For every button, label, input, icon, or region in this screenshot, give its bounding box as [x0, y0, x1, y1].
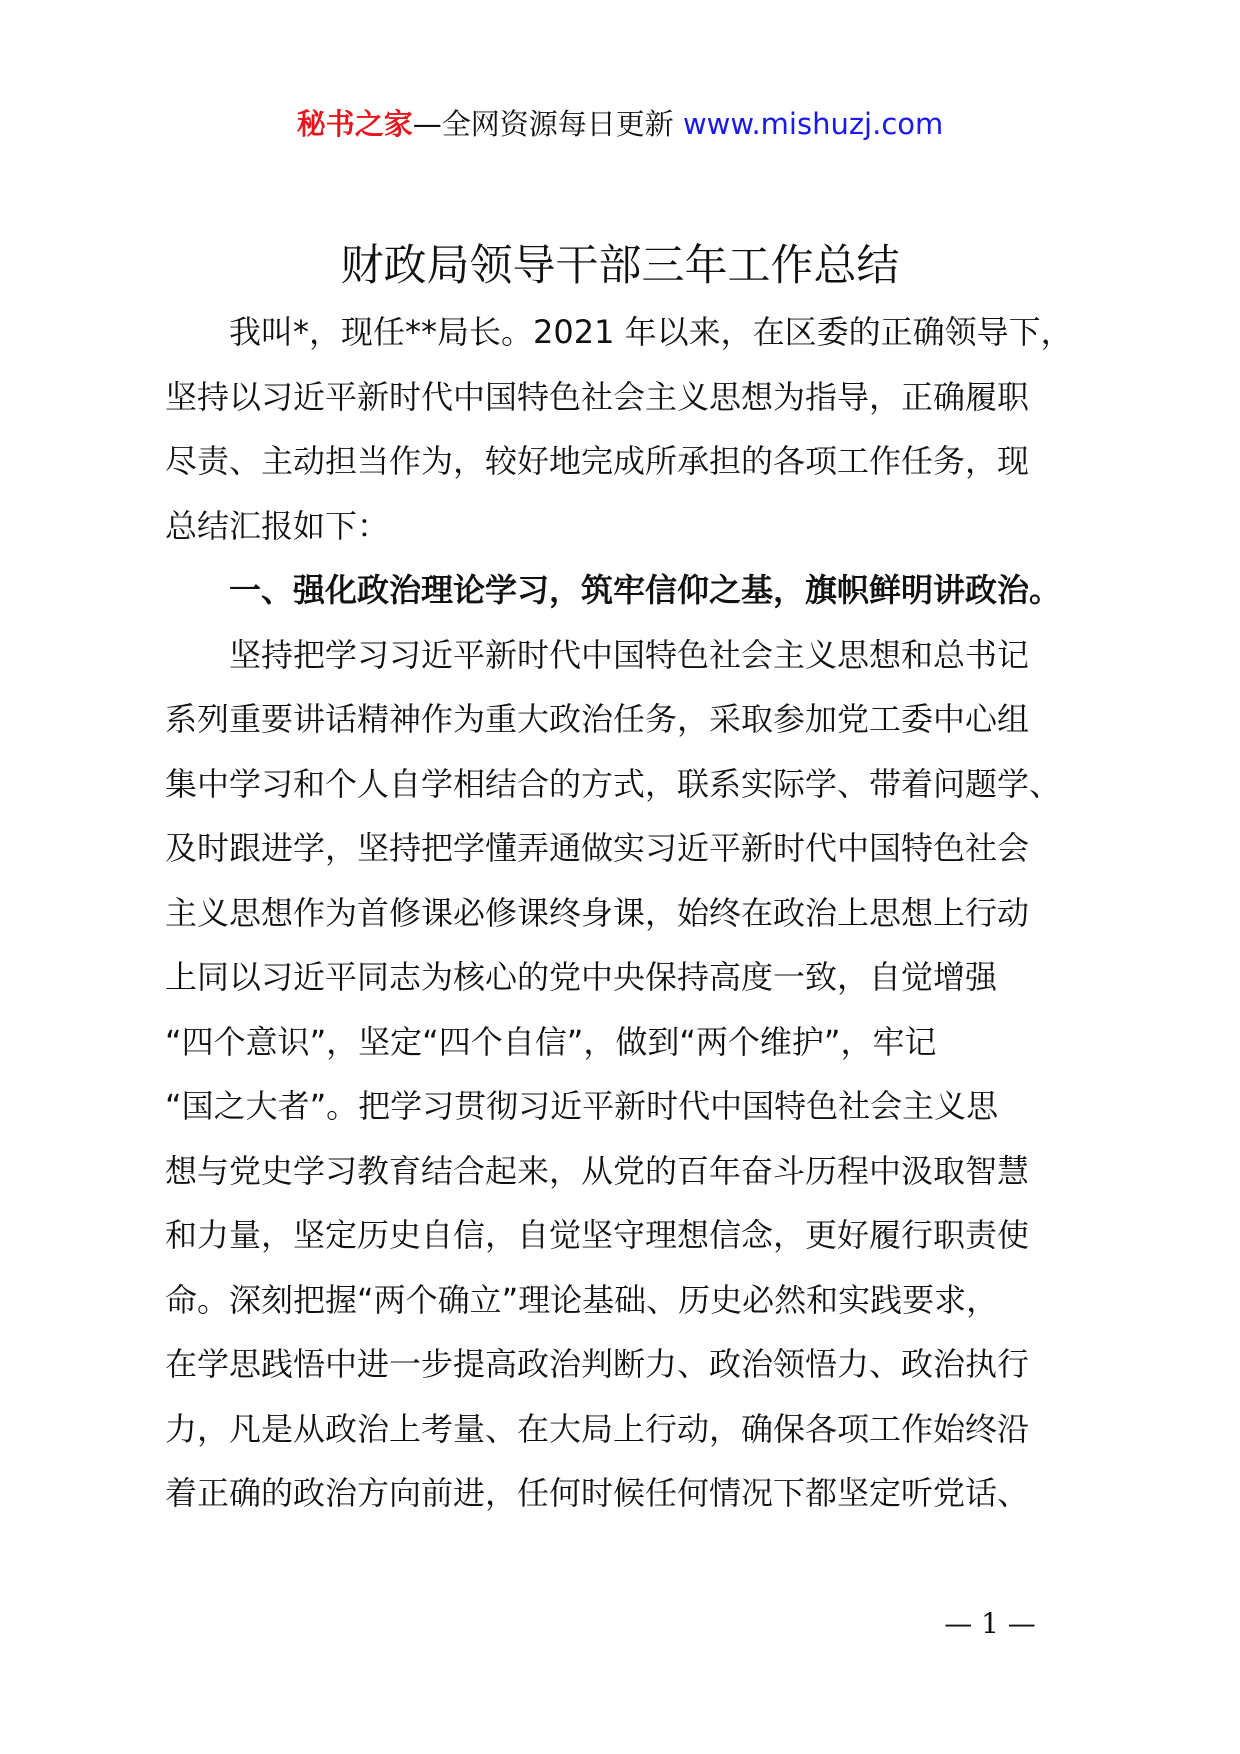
- paragraph-line: 坚持以习近平新时代中国特色社会主义思想为指导，正确履职: [165, 377, 1030, 416]
- brand-name: 秘书之家: [296, 107, 413, 141]
- paragraph-line: 命。深刻把握“两个确立”理论基础、历史必然和实践要求，: [165, 1280, 999, 1319]
- paragraph-line: 系列重要讲话精神作为重大政治任务，采取参加党工委中心组: [165, 700, 1030, 738]
- paragraph-line: 着正确的政治方向前进，任何时候任何情况下都坚定听党话、: [165, 1474, 1030, 1512]
- paragraph-line: 和力量，坚定历史自信，自觉坚守理想信念，更好履行职责使: [165, 1216, 1030, 1254]
- paragraph-line: 我叫*，现任**局长。2021 年以来，在区委的正确领导下，: [229, 313, 1073, 351]
- paragraph-line: 集中学习和个人自学相结合的方式，联系实际学、带着问题学、: [165, 764, 1062, 803]
- paragraph-line: “国之大者”。把学习贯彻习近平新时代中国特色社会主义思: [165, 1087, 999, 1125]
- paragraph-line: 力，凡是从政治上考量、在大局上行动，确保各项工作始终沿: [165, 1409, 1030, 1448]
- site-url-link[interactable]: www.mishuzj.com: [682, 107, 944, 141]
- paragraph-line: 在学思践悟中进一步提高政治判断力、政治领悟力、政治执行: [165, 1345, 1030, 1383]
- header-tagline: —全网资源每日更新: [412, 107, 683, 141]
- paragraph-line: 想与党史学习教育结合起来，从党的百年奋斗历程中汲取智慧: [165, 1151, 1030, 1190]
- paragraph-line: 主义思想作为首修课必修课终身课，始终在政治上思想上行动: [165, 893, 1030, 932]
- site-header-banner: [0, 104, 1240, 144]
- paragraph-line: 总结汇报如下：: [165, 506, 390, 545]
- section-heading: 一、强化政治理论学习，筑牢信仰之基，旗帜鲜明讲政治。: [229, 571, 1062, 609]
- paragraph-line: 及时跟进学，坚持把学懂弄通做实习近平新时代中国特色社会: [165, 829, 1030, 867]
- paragraph-line: 坚持把学习习近平新时代中国特色社会主义思想和总书记: [229, 635, 1030, 674]
- paragraph-line: “四个意识”，坚定“四个自信”，做到“两个维护”，牢记: [165, 1022, 937, 1061]
- paragraph-line: 上同以习近平同志为核心的党中央保持高度一致，自觉增强: [165, 958, 998, 996]
- document-title: 财政局领导干部三年工作总结: [340, 241, 900, 291]
- document-body: [165, 300, 1095, 1526]
- paragraph-line: 尽责、主动担当作为，较好地完成所承担的各项工作任务，现: [165, 442, 1030, 480]
- page-number: — 1 —: [944, 1607, 1036, 1640]
